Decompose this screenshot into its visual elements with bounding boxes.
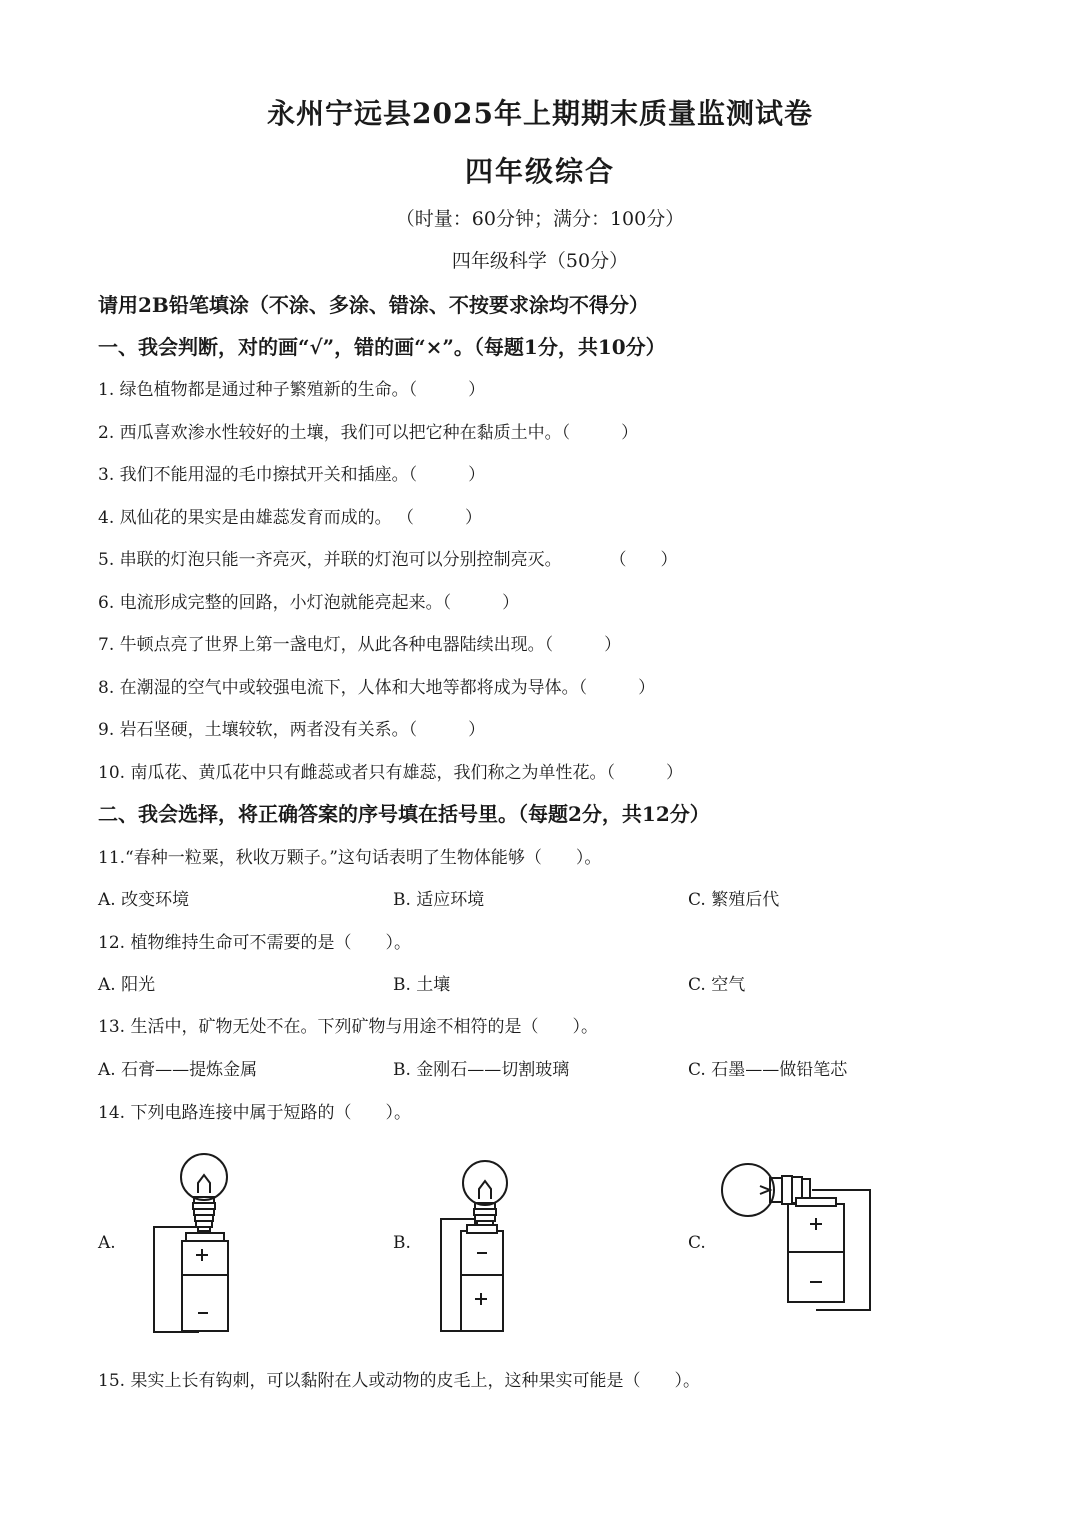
q14-option-c-label: C. [688, 1233, 706, 1253]
q11-option-c: C. 繁殖后代 [688, 890, 780, 910]
q11-option-b: B. 适应环境 [393, 890, 485, 910]
time-info: （时量：60分钟；满分：100分） [395, 208, 685, 230]
question-4: 4. 凤仙花的果实是由雄蕊发育而成的。 （ ） [98, 508, 483, 528]
question-6: 6. 电流形成完整的回路，小灯泡就能亮起来。（ ） [98, 593, 520, 613]
q13-option-a: A. 石膏——提炼金属 [98, 1060, 258, 1080]
q12-option-b: B. 土壤 [393, 975, 451, 995]
question-3: 3. 我们不能用湿的毛巾擦拭开关和插座。（ ） [98, 465, 486, 485]
q11-option-a: A. 改变环境 [98, 890, 190, 910]
question-15: 15. 果实上长有钩刺，可以黏附在人或动物的皮毛上，这种果实可能是（ ）。 [98, 1371, 700, 1391]
circuit-diagram-b [435, 1155, 535, 1340]
q13-option-b: B. 金刚石——切割玻璃 [393, 1060, 570, 1080]
q12-option-a: A. 阳光 [98, 975, 156, 995]
q12-option-c: C. 空气 [688, 975, 746, 995]
circuit-diagram-c [720, 1160, 880, 1320]
q14-option-a-label: A. [98, 1233, 116, 1253]
exam-title: 永州宁远县2025年上期期末质量监测试卷 [267, 97, 813, 130]
circuit-diagram-a [150, 1145, 250, 1340]
subject-heading: 四年级科学（50分） [451, 250, 629, 272]
question-9: 9. 岩石坚硬，土壤较软，两者没有关系。（ ） [98, 720, 486, 740]
exam-subtitle: 四年级综合 [464, 155, 615, 188]
section2-heading: 二、我会选择，将正确答案的序号填在括号里。（每题2分，共12分） [98, 802, 710, 826]
question-12: 12. 植物维持生命可不需要的是（ ）。 [98, 933, 411, 953]
question-14: 14. 下列电路连接中属于短路的（ ）。 [98, 1103, 411, 1123]
question-11: 11.“春种一粒粟，秋收万颗子。”这句话表明了生物体能够（ ）。 [98, 848, 602, 868]
question-10: 10. 南瓜花、黄瓜花中只有雌蕊或者只有雄蕊，我们称之为单性花。（ ） [98, 763, 683, 783]
section1-heading: 一、我会判断，对的画“√”，错的画“×”。（每题1分，共10分） [98, 335, 666, 359]
question-7: 7. 牛顿点亮了世界上第一盏电灯，从此各种电器陆续出现。（ ） [98, 635, 622, 655]
question-13: 13. 生活中，矿物无处不在。下列矿物与用途不相符的是（ ）。 [98, 1017, 598, 1037]
question-5: 5. 串联的灯泡只能一齐亮灭，并联的灯泡可以分别控制亮灭。 （ ） [98, 550, 678, 570]
q14-option-b-label: B. [393, 1233, 411, 1253]
question-8: 8. 在潮湿的空气中或较强电流下，人体和大地等都将成为导体。（ ） [98, 678, 656, 698]
question-1: 1. 绿色植物都是通过种子繁殖新的生命。（ ） [98, 380, 486, 400]
question-2: 2. 西瓜喜欢渗水性较好的土壤，我们可以把它种在黏质土中。（ ） [98, 423, 639, 443]
q13-option-c: C. 石墨——做铅笔芯 [688, 1060, 848, 1080]
instruction: 请用2B铅笔填涂（不涂、多涂、错涂、不按要求涂均不得分） [98, 293, 649, 317]
